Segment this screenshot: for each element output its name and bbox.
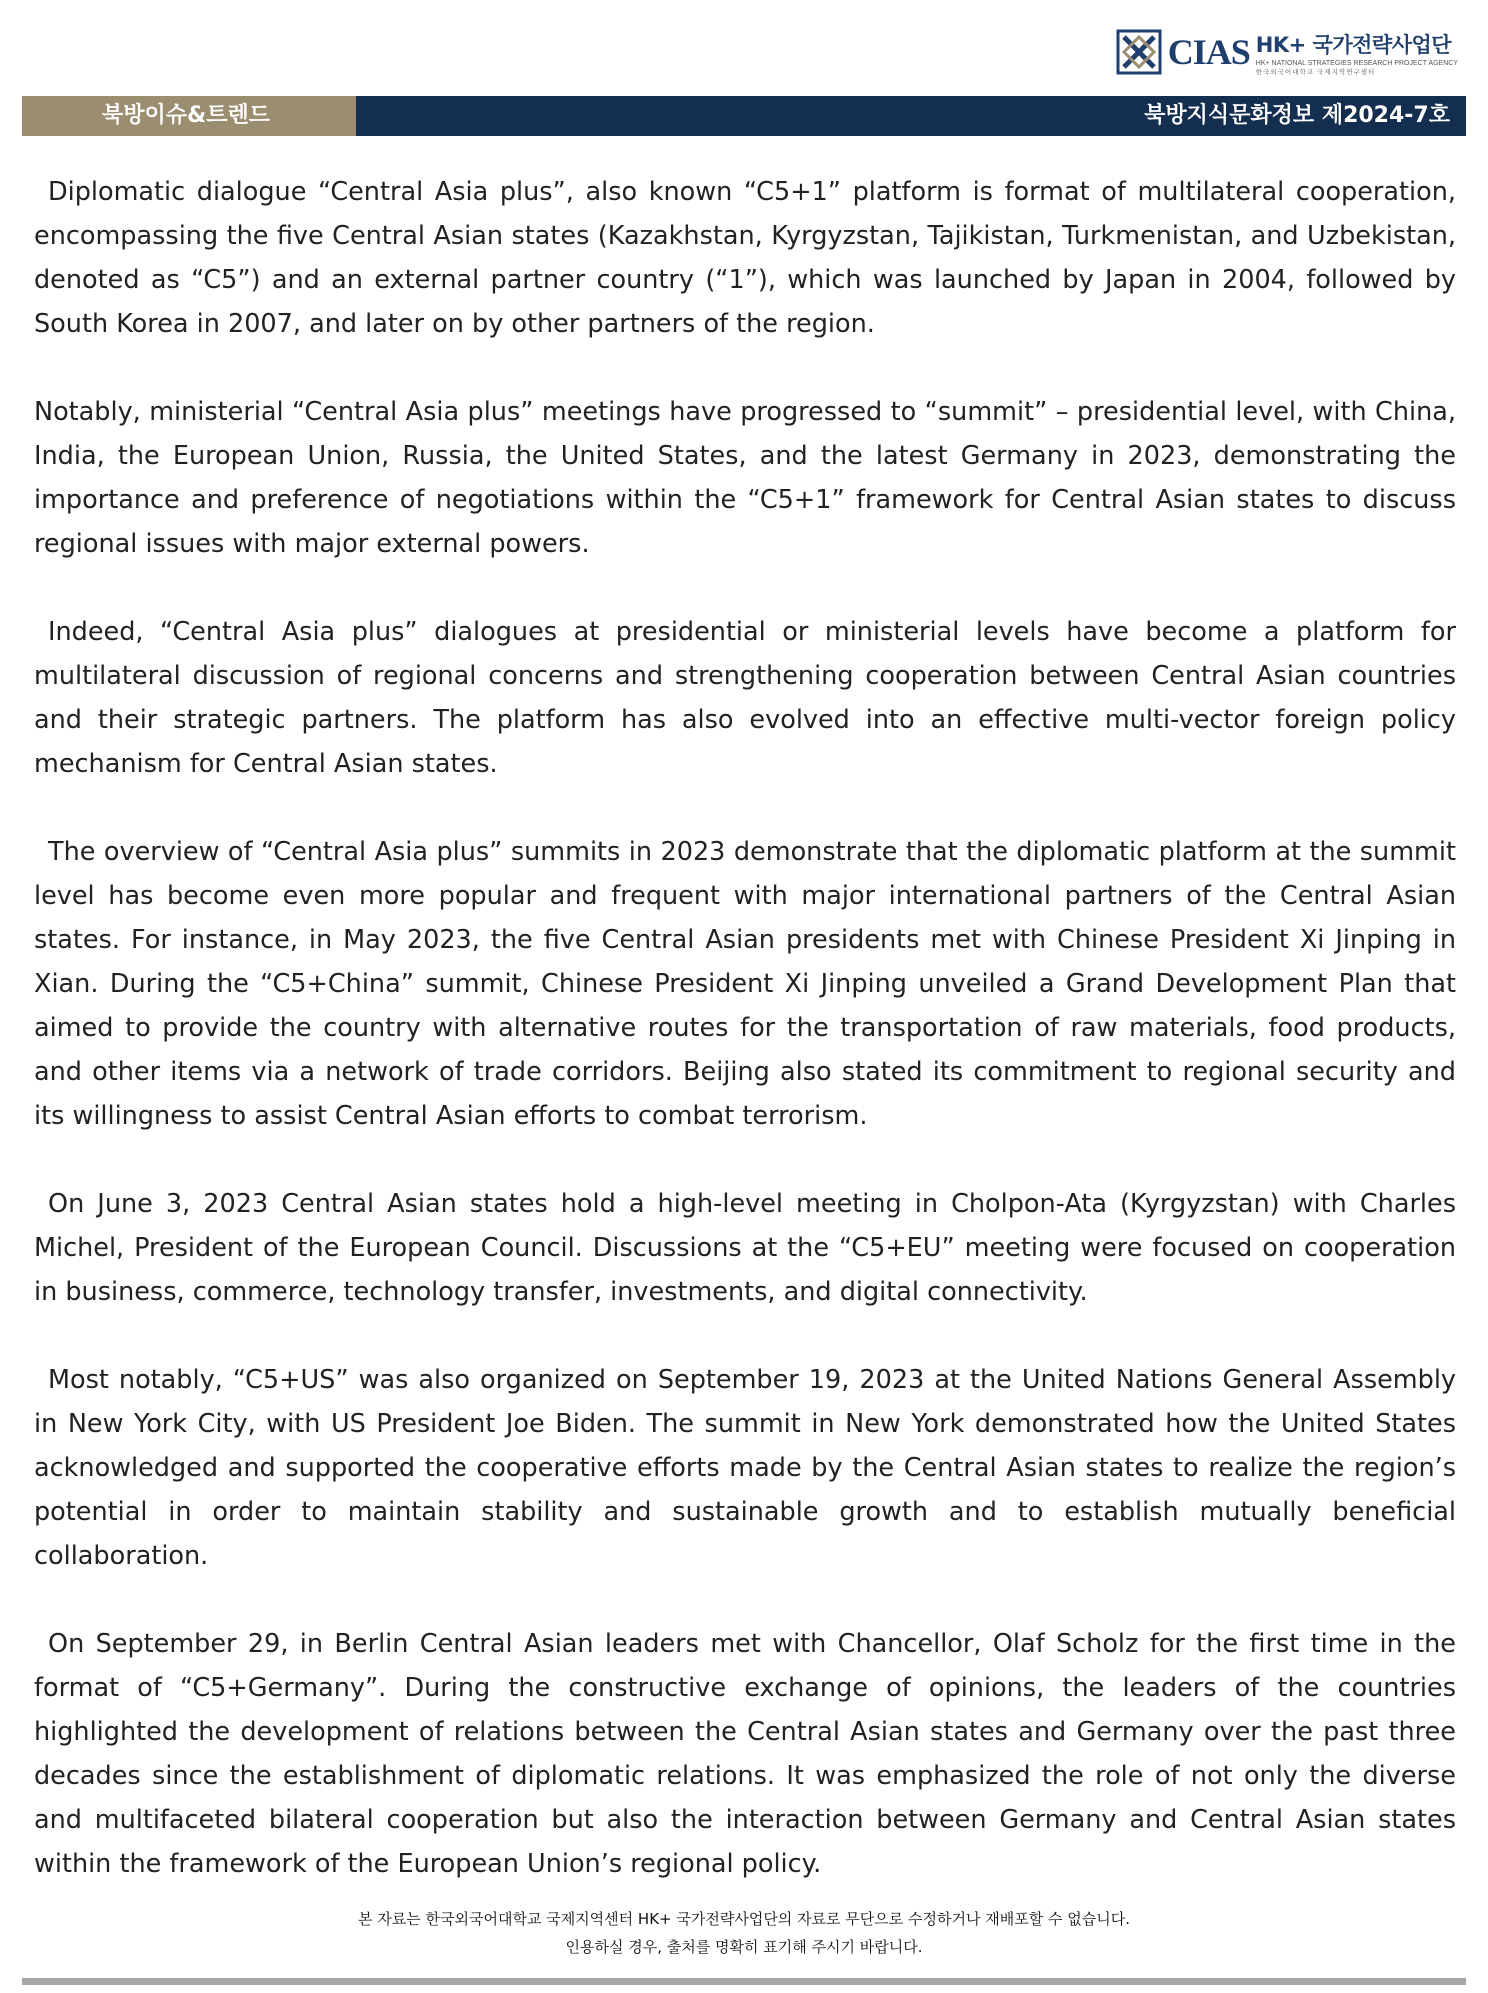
- section-banner: [22, 96, 1466, 136]
- banner-issue-number: 북방지식문화정보 제2024-7호: [356, 96, 1466, 136]
- org-subtitle-kr: 한국외국어대학교 국제지역연구센터: [1255, 67, 1376, 76]
- paragraph-5: On June 3, 2023 Central Asian states hold a high-level meeting in Cholpon-Ata (Kyrgyzstan) with Charles Michel, President of the European Council. Discussions at the “C5+EU” meeting were focused on cooperation in business, commerce, technology transfer, investments, and digital connectivity.: [34, 1189, 1456, 1307]
- banner-category: 북방이슈&트렌드: [22, 96, 356, 136]
- footer-divider: [22, 1978, 1466, 1985]
- copyright-notice: [0, 1905, 1488, 1961]
- logo-org-block: [1256, 29, 1458, 76]
- copyright-line-2: 인용하실 경우, 출처를 명확히 표기해 주시기 바랍니다.: [565, 1938, 923, 1956]
- org-subtitle-en: HK+ NATIONAL STRATEGIES RESEARCH PROJECT AGENCY: [1255, 59, 1458, 67]
- article-body: [34, 170, 1456, 1930]
- paragraph-6: Most notably, “C5+US” was also organized on September 19, 2023 at the United Nations General Assembly in New York City, with US President Joe Biden. The summit in New York demonstrated how the United States acknowledged and supported the cooperative efforts made by the Central Asian states to realize the region’s potential in order to maintain stability and sustainable growth and to establish mutually beneficial collaboration.: [34, 1365, 1456, 1571]
- copyright-line-1: 본 자료는 한국외국어대학교 국제지역센터 HK+ 국가전략사업단의 자료로 무단으로 수정하거나 재배포할 수 없습니다.: [358, 1910, 1130, 1928]
- paragraph-7: On September 29, in Berlin Central Asian leaders met with Chancellor, Olaf Scholz for the first time in the format of “C5+Germany”. During the constructive exchange of opinions, the leaders of the countries highlighted the development of relations between the Central Asian states and Germany over the past three decades since the establishment of diplomatic relations. It was emphasized the role of not only the diverse and multifaceted bilateral cooperation but also the interaction between Germany and Central Asian states within the framework of the European Union’s regional policy.: [34, 1629, 1456, 1879]
- paragraph-4: The overview of “Central Asia plus” summits in 2023 demonstrate that the diplomatic platform at the summit level has become even more popular and frequent with major international partners of the Central Asian states. For instance, in May 2023, the five Central Asian presidents met with Chinese President Xi Jinping in Xian. During the “C5+China” summit, Chinese President Xi Jinping unveiled a Grand Development Plan that aimed to provide the country with alternative routes for the transportation of raw materials, food products, and other items via a network of trade corridors. Beijing also stated its commitment to regional security and its willingness to assist Central Asian efforts to combat terrorism.: [34, 837, 1456, 1131]
- cias-emblem-icon: [1116, 29, 1162, 75]
- org-title: HK+ 국가전략사업단: [1255, 32, 1452, 57]
- paragraph-3: Indeed, “Central Asia plus” dialogues at presidential or ministerial levels have become a platform for multilateral discussion of regional concerns and strengthening cooperation between Central Asian countries and their strategic partners. The platform has also evolved into an effective multi-vector foreign policy mechanism for Central Asian states.: [34, 617, 1456, 779]
- logo-cias-text: CIAS: [1167, 32, 1250, 72]
- paragraph-1: Diplomatic dialogue “Central Asia plus”, also known “C5+1” platform is format of multilateral cooperation, encompassing the five Central Asian states (Kazakhstan, Kyrgyzstan, Tajikistan, Turkmenistan, and Uzbekistan, denoted as “C5”) and an external partner country (“1”), which was launched by Japan in 2004, followed by South Korea in 2007, and later on by other partners of the region.: [34, 177, 1456, 339]
- org-logo: [1116, 26, 1458, 78]
- paragraph-2: Notably, ministerial “Central Asia plus” meetings have progressed to “summit” – presidential level, with China, India, the European Union, Russia, the United States, and the latest Germany in 2023, demonstrating the importance and preference of negotiations within the “C5+1” framework for Central Asian states to discuss regional issues with major external powers.: [34, 397, 1456, 559]
